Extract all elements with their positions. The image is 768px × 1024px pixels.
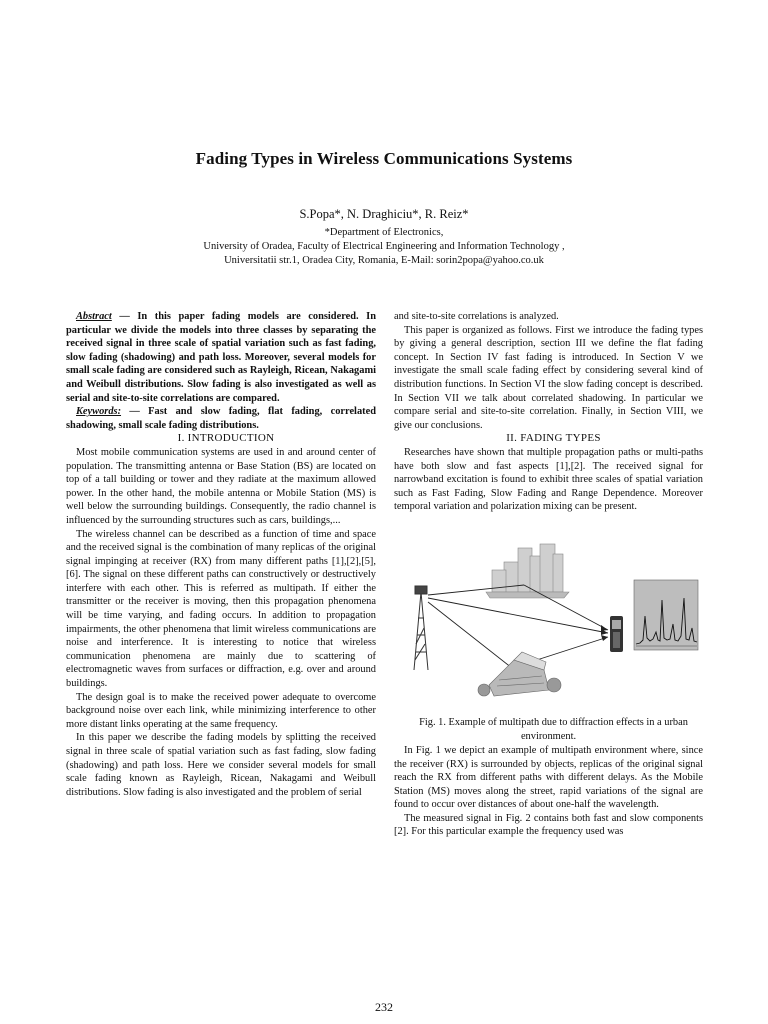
left-column — [66, 310, 376, 799]
affiliation-department: *Department of Electronics, — [324, 227, 444, 238]
mobile-phone-icon — [610, 616, 623, 652]
abstract-label: Abstract — [76, 311, 112, 322]
paper-authors: S.Popa*, N. Draghiciu*, R. Reiz* — [299, 207, 469, 221]
intro-paragraph-4-continued: and site-to-site correlations is analyzed. — [394, 311, 559, 322]
section-heading-introduction: I. INTRODUCTION — [177, 432, 275, 445]
fading-paragraph-3: The measured signal in Fig. 2 contains both fast and slow components [2]. For this particular example the frequency used was — [394, 812, 703, 838]
abstract-text: — In this paper fading models are considered. In particular we divide the models into three classes by separating the received signal in three scale of spatial variation such as fast fading, slow fading (shadowing) and path loss. Moreover, several models for small scale fading are considered such as Rayleigh, Ricean, Nakagami and Weibull distributions. Slow fading is also investigated as well as serial and site-to-site correlations are compared. — [66, 311, 376, 404]
affiliation-university: University of Oradea, Faculty of Electrical Engineering and Information Technology , — [203, 241, 565, 252]
abstract — [66, 310, 376, 405]
intro-paragraph-5: This paper is organized as follows. First we introduce the fading types by giving a general description, section III we define the flat fading concept. In Section IV fast fading is introduced. In Section V we investigate the small scale fading effect by considering several kind of distribution functions. In Section VI the slow fading concept is described. In Section VII we talk about correlated shadowing. In particular we compare serial and site-to-site correlation. Finally, in Section VIII, we give our conclusions. — [394, 324, 703, 431]
affiliation — [0, 226, 768, 268]
paper-title: Fading Types in Wireless Communications Systems — [195, 149, 573, 168]
intro-paragraph-3: The design goal is to make the received power adequate to overcome background noise over each link, while minimizing interference to other more distant links operating at the same frequency. — [66, 691, 376, 730]
page-number: 232 — [375, 1000, 393, 1014]
right-column — [394, 310, 703, 839]
multipath-illustration — [394, 540, 703, 710]
fading-paragraph-1: Researches have shown that multiple propagation paths or multi-paths have both slow and fast aspects [1],[2]. The received signal for narrowband excitation is found to exhibit three scales of spatial variation such as Fast Fading, Slow Fading and Range Dependence. Moreover temporal variation and polarization mixing can be present. — [394, 446, 703, 513]
figure-caption: Fig. 1. Example of multipath due to diffraction effects in a urban environment. — [419, 716, 688, 742]
affiliation-address: Universitatii str.1, Oradea City, Romania, E-Mail: sorin2popa@yahoo.co.uk — [224, 255, 544, 266]
section-heading-fading-types: II. FADING TYPES — [506, 432, 601, 445]
figure-multipath — [394, 540, 703, 710]
intro-paragraph-1: Most mobile communication systems are used in and around center of population. The transmitting antenna or Base Station (BS) are located on top of a tall building or tower and they radiate at the maximum allowed power. In the other hand, the mobile antenna or Mobile Station (MS) is well below the surrounding buildings. Consequently, the radio channel is influenced by the surrounding structures such as cars, buildings,... — [66, 446, 376, 526]
city-buildings-bottom — [478, 652, 561, 696]
intro-paragraph-4: In this paper we describe the fading models by splitting the received signal in three scale of spatial variation such as fast fading, slow fading (shadowing) and path loss. Here we consider several models for small scale fading known as Rayleigh, Ricean, Nakagami and Weibull distributions. Slow fading is also investigated and the problem of serial — [66, 732, 376, 798]
received-signal-plot — [634, 580, 698, 650]
keywords-text: — Fast and slow fading, flat fading, correlated shadowing, small scale fading distributions. — [66, 406, 376, 431]
city-buildings-top — [486, 544, 569, 598]
fading-paragraph-2: In Fig. 1 we depict an example of multipath environment where, since the receiver (RX) is surrounded by objects, replicas of the original signal reach the RX from different paths with different delays. As the Mobile Station (MS) moves along the street, rapid variations of the signal are found to occur over distances of about one-half the wavelength. — [394, 744, 703, 811]
keywords — [66, 405, 376, 432]
intro-paragraph-2: The wireless channel can be described as a function of time and space and the received signal is the combination of many replicas of the original signal impinging at receiver (RX) from many different paths [1],[2],[5],[6]. The signal on these different paths can constructively or destructively interfere with each other. This is referred as multipath. If either the transmitter or the receiver is moving, then this propagation phenomena will be time varying, and fading occurs. In addition to propagation impairments, the other phenomena that limit wireless communications are noise and interference. It is interesting to notice that wireless communication phenomena are mainly due to scattering of electromagnetic waves from surfaces or diffraction, e.g. over and around buildings. — [66, 528, 376, 690]
keywords-label: Keywords: — [76, 406, 122, 418]
base-station-tower-icon — [414, 586, 428, 670]
